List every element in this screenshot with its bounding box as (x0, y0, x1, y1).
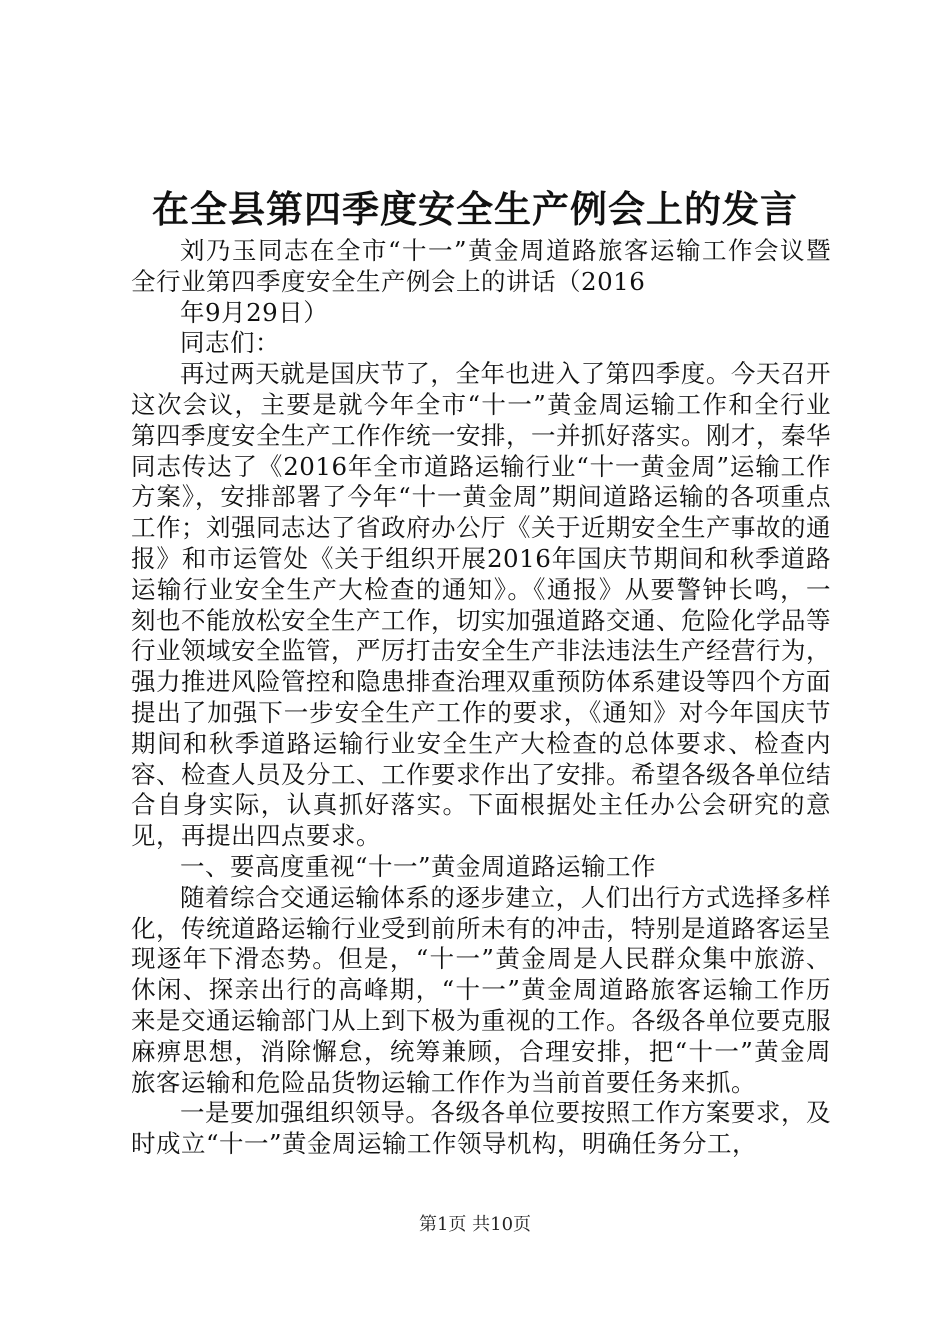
paragraph-section-1: 随着综合交通运输体系的逐步建立，人们出行方式选择多样化，传统道路运输行业受到前所未有的冲击，特别是道路客运呈现逐年下滑态势。但是，“十一”黄金周是人民群众集中旅游、休闲、探亲出行的高峰期，“十一”黄金周道路旅客运输工作历来是交通运输部门从上到下极为重视的工作。各级各单位要克服麻痹思想，消除懈怠，统筹兼顾，合理安排，把“十一”黄金周旅客运输和危险品货物运输工作作为当前首要任务来抓。 (131, 882, 831, 1097)
section-heading-1: 一、要高度重视“十一”黄金周道路运输工作 (180, 851, 657, 881)
paragraph-subtitle: 刘乃玉同志在全市“十一”黄金周道路旅客运输工作会议暨全行业第四季度安全生产例会上的讲话（2016 (131, 236, 831, 296)
paragraph-intro: 再过两天就是国庆节了，全年也进入了第四季度。今天召开这次会议，主要是就今年全市“十一”黄金周运输工作和全行业第四季度安全生产工作作统一安排，一并抓好落实。刚才，秦华同志传达了《2016年全市道路运输行业“十一黄金周”运输工作方案》，安排部署了今年“十一黄金周”期间道路运输的各项重点工作；刘强同志达了省政府办公厅《关于近期安全生产事故的通报》和市运管处《关于组织开展2016年国庆节期间和秋季道路运输行业安全生产大检查的通知》。《通报》从要警钟长鸣，一刻也不能放松安全生产工作，切实加强道路交通、危险化学品等行业领域安全监管，严厉打击安全生产非法违法生产经营行为，强力推进风险管控和隐患排查治理双重预防体系建设等四个方面提出了加强下一步安全生产工作的要求，《通知》对今年国庆节期间和秋季道路运输行业安全生产大检查的总体要求、检查内容、检查人员及分工、工作要求作出了安排。希望各级各单位结合自身实际，认真抓好落实。下面根据处主任办公会研究的意见，再提出四点要求。 (131, 359, 831, 851)
paragraph-salutation: 同志们： (180, 328, 280, 358)
document-title: 在全县第四季度安全生产例会上的发言 (152, 187, 798, 231)
paragraph-date: 年9月29日） (180, 297, 329, 327)
page-footer: 第1页 共10页 (418, 1214, 532, 1235)
document-body (131, 236, 831, 1160)
paragraph-point-1: 一是要加强组织领导。各级各单位要按照工作方案要求，及时成立“十一”黄金周运输工作领导机构，明确任务分工， (131, 1098, 831, 1159)
